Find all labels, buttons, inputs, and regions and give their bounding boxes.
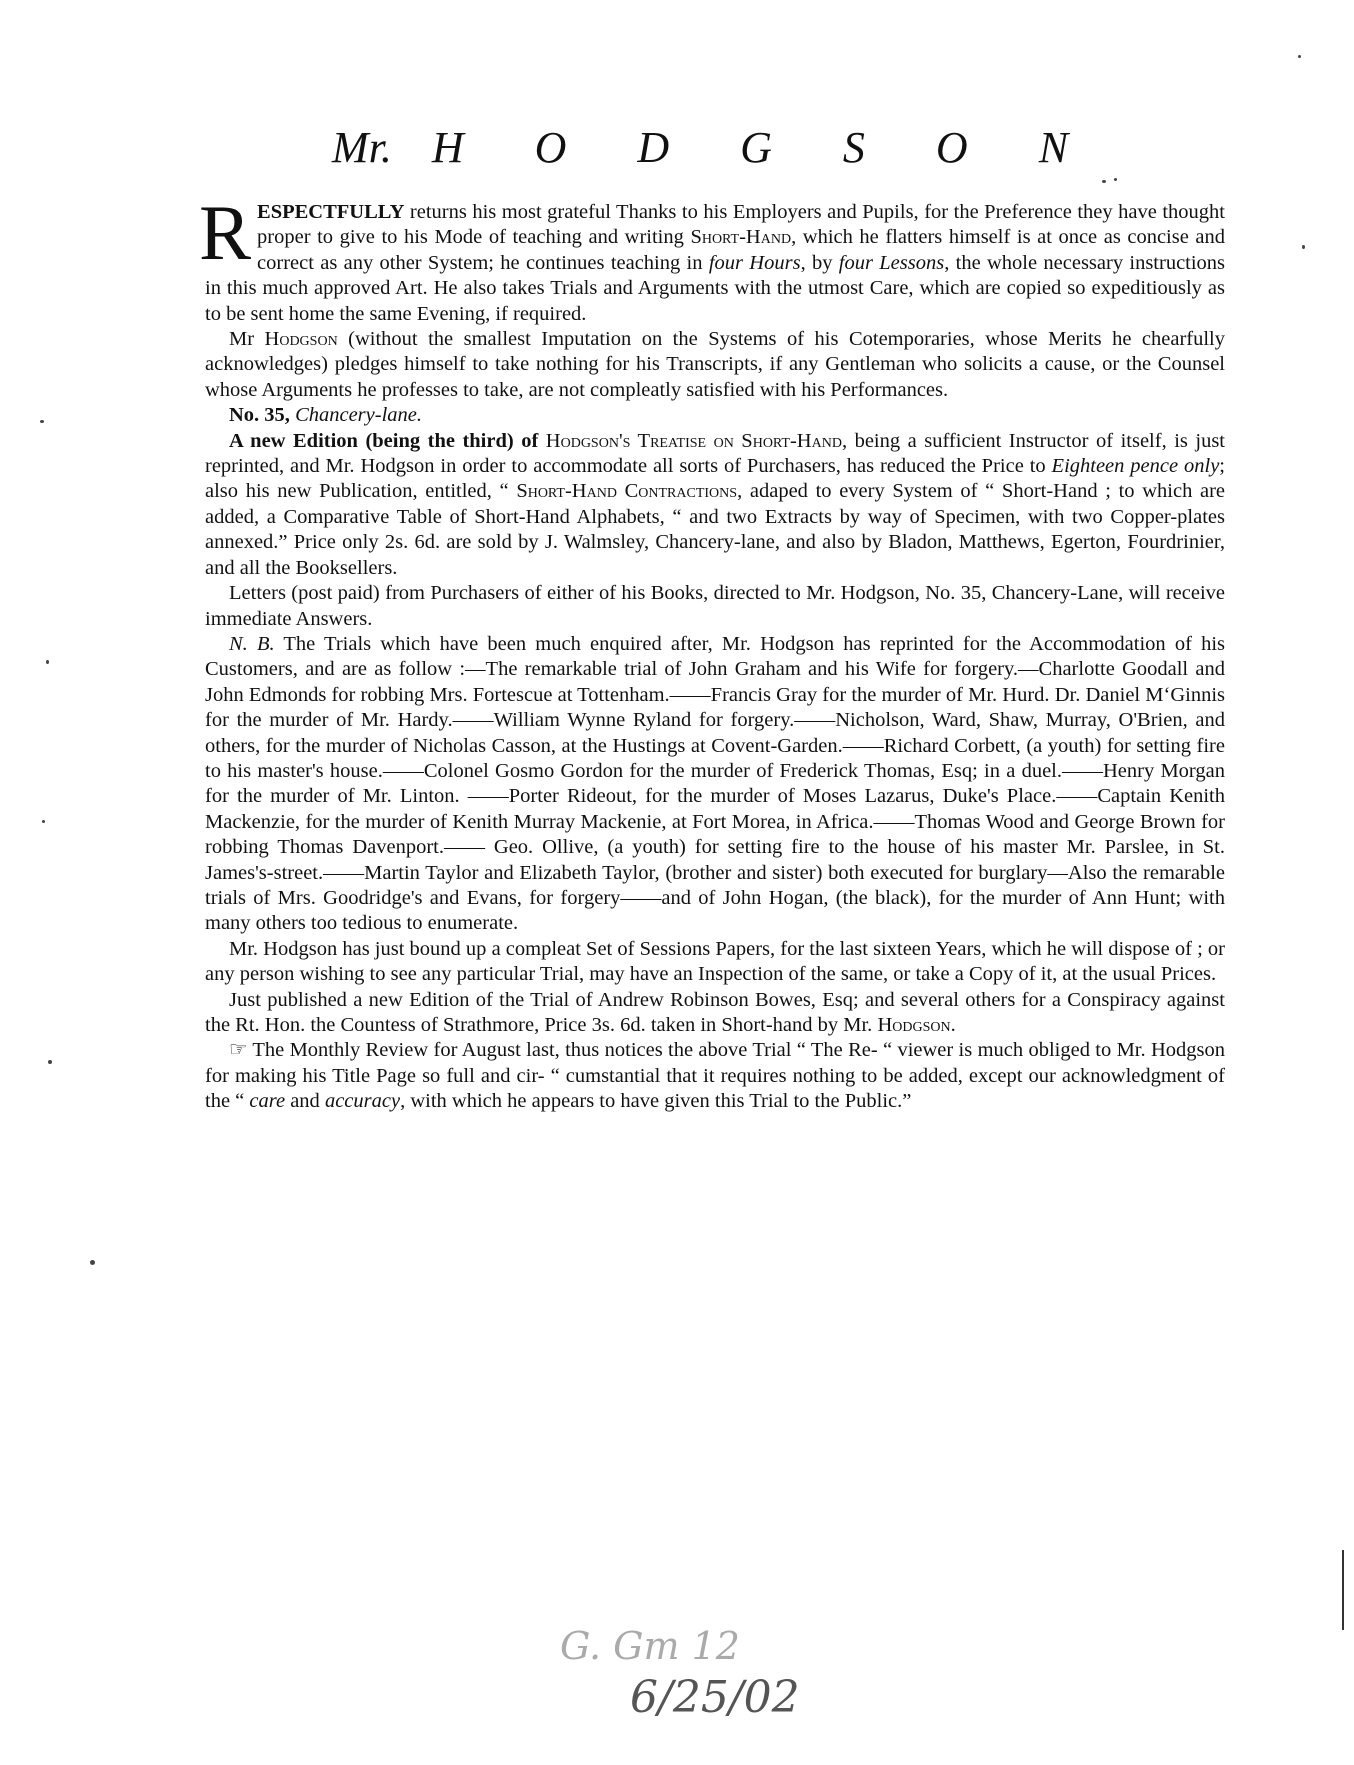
handwritten-annotation	[560, 1620, 800, 1724]
paragraph-review	[205, 1038, 1225, 1114]
document-page	[199, 120, 1226, 1115]
paragraph-pledge	[205, 327, 1225, 403]
text-run: A new Edition (being the third) of	[229, 429, 546, 452]
pointing-hand-icon: ☞	[229, 1039, 248, 1062]
title-name: H O D G S O N	[431, 123, 1099, 172]
scan-speck	[46, 660, 49, 664]
scan-speck	[1302, 245, 1305, 249]
scan-speck	[1298, 55, 1301, 58]
scan-speck	[40, 420, 44, 423]
handwritten-line-1: G. Gm 12	[560, 1624, 740, 1668]
text-run: .	[950, 1014, 956, 1036]
text-run: , which he flatters himself is at once as concise and correct as any other System; he continues teaching in	[257, 226, 1225, 274]
text-run: , with which he appears to have given this Trial to the Public.”	[400, 1090, 912, 1113]
handwritten-date: 6/25/02	[630, 1672, 800, 1723]
scan-speck	[48, 1060, 52, 1064]
text-run: , by	[800, 251, 839, 274]
page-title	[205, 120, 1225, 176]
drop-cap: R	[199, 189, 252, 276]
text-run: Short-Hand Contractions	[516, 480, 738, 503]
text-run: Just published a new Edition of the Trial of Andrew Robinson Bowes, Esq; and several others for a Conspiracy against the Rt. Hon. the Countess of Strathmore, Price 3s. 6d. taken in Short-hand by Mr.	[205, 988, 1225, 1036]
paragraph-trials	[205, 632, 1225, 937]
text-run: Hodgson	[264, 328, 338, 351]
paragraph-sessions: Mr. Hodgson has just bound up a compleat Set of Sessions Papers, for the last sixteen Years, which he will dispose of ; or any person wishing to see any particular Trial, may have an Inspection of the same, or take a Copy of it, at the usual Prices.	[205, 937, 1225, 986]
right-edge-rule	[1342, 1550, 1344, 1630]
text-run: Hodgson	[877, 1014, 951, 1036]
paragraph-address	[205, 403, 1225, 428]
paragraph-thanks	[199, 189, 1226, 327]
scan-speck	[42, 820, 45, 823]
text-run: Hodgson's Treatise on Short-Hand	[545, 429, 842, 452]
text-run: care	[249, 1090, 286, 1113]
scan-speck	[90, 1260, 95, 1265]
lead-word: ESPECTFULLY	[257, 201, 405, 223]
text-run: Eighteen pence only	[1051, 455, 1220, 478]
text-run: N. B.	[229, 632, 275, 655]
text-run: No. 35,	[229, 404, 296, 427]
title-prefix: Mr.	[331, 123, 392, 172]
text-run: , adaped to every System of “ Short-Hand ; to which are added, a Comparative Table of Short-Hand Alphabets, “ and two Extracts by way of Specimen, with two Copper-plates annexed.” Price only 2s. 6d. are sold by J. Walmsley, Chancery-lane, and also by Bladon, Matthews, Egerton, Fourdrinier, and all the Booksellers.	[205, 480, 1226, 579]
text-run: accuracy	[324, 1090, 401, 1113]
text-run: ; also his new Publication, entitled, “	[205, 455, 1225, 503]
advertisement-body	[199, 189, 1226, 1115]
text-run: four Lessons	[838, 251, 945, 274]
text-run: and	[285, 1090, 325, 1113]
paragraph-just-published	[205, 988, 1225, 1039]
text-run: (without the smallest Imputation on the Systems of his Cotemporaries, whose Merits he chearfully acknowledges) pledges himself to take nothing for his Transcripts, if any Gentleman who solicits a cause, or the Counsel whose Arguments he professes to take, are not compleatly satisfied with his Performances.	[205, 328, 1225, 401]
text-run: Mr	[229, 328, 265, 351]
text-run: Chancery-lane.	[295, 404, 423, 427]
paragraph-new-edition	[205, 429, 1225, 581]
text-run: , the whole necessary instructions in this much approved Art. He also takes Trials and Arguments with the utmost Care, which are copied so expeditiously as to be sent home the same Evening, if required.	[205, 251, 1226, 325]
text-run: The Trials which have been much enquired after, Mr. Hodgson has reprinted for the Accommodation of his Customers, and are as follow :—The remarkable trial of John Graham and his Wife for forgery.—Charlotte Goodall and John Edmonds for robbing Mrs. Fortescue at Tottenham.——Francis Gray for the murder of Mr. Hurd. Dr. Daniel M‘Ginnis for the murder of Mr. Hardy.——William Wynne Ryland for forgery.——Nicholson, Ward, Shaw, Murray, O'Brien, and others, for the murder of Nicholas Casson, at the Hustings at Covent-Garden.——Richard Corbett, (a youth) for setting fire to his master's house.——Colonel Gosmo Gordon for the murder of Frederick Thomas, Esq; in a duel.——Henry Morgan for the murder of Mr. Linton. ——Porter Rideout, for the murder of Moses Lazarus, Duke's Place.——Captain Kenith Mackenzie, for the murder of Kenith Murray Mackenie, at Fort Morea, in Africa.——Thomas Wood and George Brown for robbing Thomas Davenport.—— Geo. Ollive, (a youth) for setting fire to the house of his master Mr. Parslee, in St. James's-street.——Martin Taylor and Elizabeth Taylor, (brother and sister) both executed for burglary—Also the remarable trials of Mrs. Goodridge's and Evans, for forgery——and of John Hogan, (the black), for the murder of Ann Hunt; with many others too tedious to enumerate.	[205, 632, 1225, 935]
text-run: , being a sufficient Instructor of itself, is just reprinted, and Mr. Hodgson in order to accommodate all sorts of Purchasers, has reduced the Price to	[205, 429, 1225, 478]
text-run: four Hours	[708, 251, 801, 274]
text-run: returns his most grateful Thanks to his Employers and Pupils, for the Preference they have thought proper to give to his Mode of teaching and writing	[257, 201, 1225, 249]
text-run: The Monthly Review for August last, thus notices the above Trial “ The Re- “ viewer is much obliged to Mr. Hodgson for making his Title Page so full and cir- “ cumstantial that it requires nothing to be added, except our acknowledgment of the “	[205, 1039, 1225, 1113]
text-run: Short-Hand	[690, 226, 792, 249]
paragraph-letters: Letters (post paid) from Purchasers of either of his Books, directed to Mr. Hodgson, No. 35, Chancery-Lane, will receive immediate Answers.	[205, 582, 1225, 630]
